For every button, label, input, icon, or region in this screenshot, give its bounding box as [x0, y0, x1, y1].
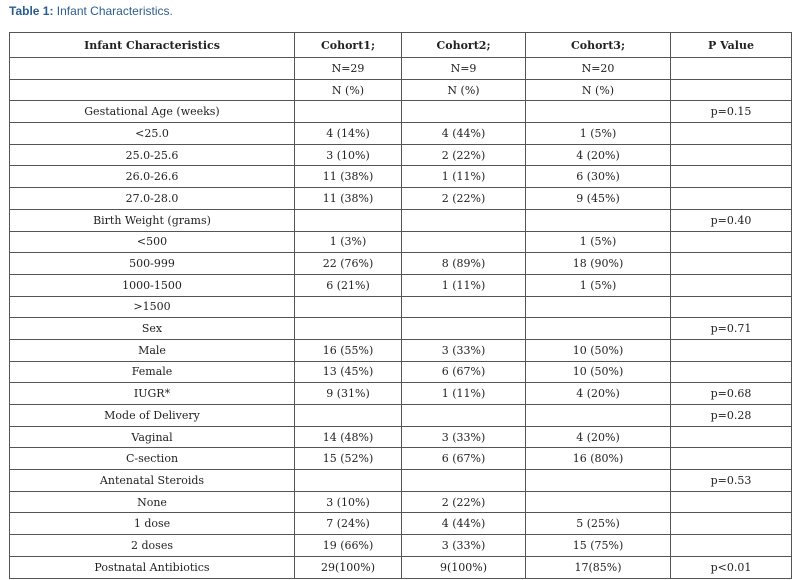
table-cell: Vaginal [10, 426, 295, 448]
table-cell: 29(100%) [295, 556, 402, 578]
table-cell [526, 296, 671, 318]
table-cell [671, 188, 792, 210]
table-cell: 6 (67%) [402, 361, 526, 383]
table-row [10, 535, 792, 557]
table-cell: 1 (5%) [526, 274, 671, 296]
table-cell: p=0.28 [671, 405, 792, 427]
table-cell: 3 (33%) [402, 426, 526, 448]
table-cell: 16 (80%) [526, 448, 671, 470]
table-cell: 1 dose [10, 513, 295, 535]
table-cell: 8 (89%) [402, 253, 526, 275]
table-row [10, 448, 792, 470]
infant-characteristics-table [9, 32, 792, 579]
header-cell: Infant Characteristics [10, 33, 295, 58]
table-cell: 2 (22%) [402, 188, 526, 210]
table-cell: 4 (20%) [526, 383, 671, 405]
table-cell: 19 (66%) [295, 535, 402, 557]
table-cell [671, 339, 792, 361]
table-cell [671, 296, 792, 318]
header-cell: P Value [671, 33, 792, 58]
table-cell [671, 361, 792, 383]
table-cell: p=0.68 [671, 383, 792, 405]
table-cell: 3 (10%) [295, 144, 402, 166]
table-row [10, 274, 792, 296]
header-cell: Cohort2; [402, 33, 526, 58]
table-cell: 9(100%) [402, 556, 526, 578]
table-cell [402, 318, 526, 340]
table-cell: p<0.01 [671, 556, 792, 578]
table-cell: N (%) [402, 79, 526, 101]
table-cell: 15 (75%) [526, 535, 671, 557]
table-cell [526, 318, 671, 340]
table-row [10, 79, 792, 101]
table-cell: p=0.53 [671, 470, 792, 492]
table-cell [671, 253, 792, 275]
table-row [10, 123, 792, 145]
header-cell: Cohort1; [295, 33, 402, 58]
table-cell [10, 58, 295, 80]
table-row [10, 556, 792, 578]
table-cell [295, 101, 402, 123]
table-cell: N=29 [295, 58, 402, 80]
table-cell [671, 274, 792, 296]
table-row [10, 513, 792, 535]
table-row [10, 166, 792, 188]
table-cell: 25.0-25.6 [10, 144, 295, 166]
table-cell: 6 (67%) [402, 448, 526, 470]
table-cell: IUGR* [10, 383, 295, 405]
table-cell: 9 (45%) [526, 188, 671, 210]
table-cell [671, 123, 792, 145]
table-cell: N=20 [526, 58, 671, 80]
table-cell [295, 470, 402, 492]
table-cell [671, 491, 792, 513]
table-cell: 9 (31%) [295, 383, 402, 405]
table-cell: <500 [10, 231, 295, 253]
table-cell: Male [10, 339, 295, 361]
table-cell: N=9 [402, 58, 526, 80]
table-row [10, 296, 792, 318]
table-row [10, 231, 792, 253]
table-cell: 1 (3%) [295, 231, 402, 253]
table-cell: 22 (76%) [295, 253, 402, 275]
table-cell [526, 491, 671, 513]
header-row [10, 33, 792, 58]
table-cell [671, 426, 792, 448]
table-row [10, 405, 792, 427]
table-cell: Female [10, 361, 295, 383]
table-cell: 1000-1500 [10, 274, 295, 296]
table-cell: 11 (38%) [295, 166, 402, 188]
table-cell: 4 (14%) [295, 123, 402, 145]
table-cell [295, 405, 402, 427]
table-cell: <25.0 [10, 123, 295, 145]
table-cell [526, 209, 671, 231]
table-row [10, 318, 792, 340]
table-cell: 4 (44%) [402, 123, 526, 145]
table-cell [295, 209, 402, 231]
table-row [10, 491, 792, 513]
table-cell: 13 (45%) [295, 361, 402, 383]
table-cell [295, 318, 402, 340]
table-cell: 2 (22%) [402, 144, 526, 166]
table-cell [671, 535, 792, 557]
table-row [10, 188, 792, 210]
table-cell: p=0.15 [671, 101, 792, 123]
table-cell: N (%) [295, 79, 402, 101]
table-row [10, 253, 792, 275]
table-cell [402, 296, 526, 318]
table-cell: Birth Weight (grams) [10, 209, 295, 231]
table-cell: 500-999 [10, 253, 295, 275]
table-row [10, 101, 792, 123]
table-cell: 7 (24%) [295, 513, 402, 535]
table-cell: 10 (50%) [526, 361, 671, 383]
table-cell [402, 405, 526, 427]
header-cell: Cohort3; [526, 33, 671, 58]
table-row [10, 361, 792, 383]
table-cell: 14 (48%) [295, 426, 402, 448]
table-cell: Gestational Age (weeks) [10, 101, 295, 123]
table-cell [10, 79, 295, 101]
table-cell: 4 (20%) [526, 144, 671, 166]
table-cell: 1 (5%) [526, 123, 671, 145]
table-cell [402, 101, 526, 123]
table-cell: 1 (11%) [402, 274, 526, 296]
table-cell [526, 101, 671, 123]
table-cell [671, 166, 792, 188]
table-cell: 6 (21%) [295, 274, 402, 296]
table-cell: 3 (10%) [295, 491, 402, 513]
caption-label: Table 1: [9, 4, 54, 18]
table-row [10, 144, 792, 166]
table-cell [402, 470, 526, 492]
table-cell: 26.0-26.6 [10, 166, 295, 188]
table-cell: Postnatal Antibiotics [10, 556, 295, 578]
table-cell: 3 (33%) [402, 535, 526, 557]
table-cell: 17(85%) [526, 556, 671, 578]
table-cell: Mode of Delivery [10, 405, 295, 427]
table-cell: 4 (20%) [526, 426, 671, 448]
table-cell: Sex [10, 318, 295, 340]
table-row [10, 339, 792, 361]
table-cell: 16 (55%) [295, 339, 402, 361]
table-cell [671, 79, 792, 101]
table-cell: 5 (25%) [526, 513, 671, 535]
table-cell: 2 (22%) [402, 491, 526, 513]
table-body [10, 58, 792, 579]
table-cell: Antenatal Steroids [10, 470, 295, 492]
table-cell: 10 (50%) [526, 339, 671, 361]
table-cell [402, 231, 526, 253]
table-cell [671, 58, 792, 80]
table-cell: 15 (52%) [295, 448, 402, 470]
table-cell: 1 (11%) [402, 383, 526, 405]
table-cell [295, 296, 402, 318]
table-cell [402, 209, 526, 231]
table-cell: 11 (38%) [295, 188, 402, 210]
table-cell: 3 (33%) [402, 339, 526, 361]
caption-text: Infant Characteristics. [53, 4, 173, 18]
table-cell: p=0.71 [671, 318, 792, 340]
table-cell: >1500 [10, 296, 295, 318]
table-row [10, 58, 792, 80]
table-cell: 1 (11%) [402, 166, 526, 188]
table-cell: p=0.40 [671, 209, 792, 231]
table-cell: 4 (44%) [402, 513, 526, 535]
table-cell [671, 513, 792, 535]
table-cell [671, 448, 792, 470]
table-row [10, 383, 792, 405]
table-cell [526, 405, 671, 427]
table-cell [671, 231, 792, 253]
table-cell [526, 470, 671, 492]
table-cell: 6 (30%) [526, 166, 671, 188]
table-cell [671, 144, 792, 166]
table-caption [9, 4, 173, 18]
table-cell: None [10, 491, 295, 513]
table-cell: 18 (90%) [526, 253, 671, 275]
table-cell: 27.0-28.0 [10, 188, 295, 210]
table-row [10, 209, 792, 231]
table-cell: 2 doses [10, 535, 295, 557]
table-cell: C-section [10, 448, 295, 470]
table-row [10, 470, 792, 492]
table-cell: N (%) [526, 79, 671, 101]
table-cell: 1 (5%) [526, 231, 671, 253]
table-row [10, 426, 792, 448]
